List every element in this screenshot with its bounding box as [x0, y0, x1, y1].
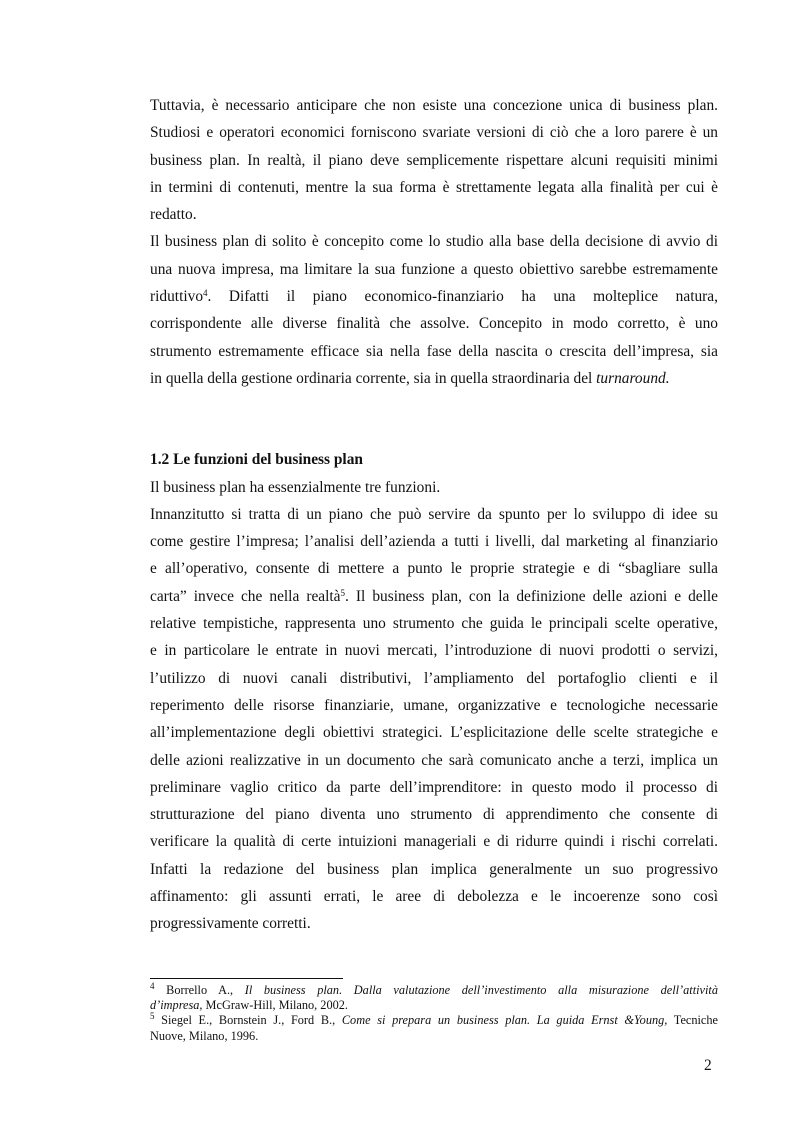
text-line: all’implementazione degli obiettivi strategici. L’esplicitazione delle scelte strategiche e	[150, 724, 718, 742]
text-line: e all’operativo, consente di mettere a punto le proprie strategie e di “sbagliare sulla	[150, 560, 718, 578]
footnotes	[150, 983, 718, 1044]
paragraph-2	[150, 228, 718, 392]
footnote-4	[150, 983, 718, 998]
text-span: riduttivo	[150, 288, 204, 306]
footnote-number: 4	[150, 981, 155, 991]
footnote-author: Borrello A.,	[154, 983, 245, 997]
page-body	[150, 92, 718, 938]
text-span: in quella della gestione ordinaria corrente, sia in quella straordinaria del	[150, 369, 597, 387]
text-line: affinamento: gli assunti errati, le aree di debolezza e le incoerenze sono così	[150, 888, 718, 906]
text-line: Studiosi e operatori economici forniscono svariate versioni di ciò che a loro parere è un	[150, 124, 718, 142]
footnote-publisher: Tecniche	[667, 1013, 718, 1028]
footnote-title: Come si prepara un business plan. La guida Ernst &Young,	[341, 1013, 668, 1028]
section-intro: Il business plan ha essenzialmente tre funzioni.	[150, 478, 441, 496]
text-line: progressivamente corretti.	[150, 915, 311, 933]
footnote-ref-4: 4	[203, 288, 208, 299]
footnote-5-cont: Nuove, Milano, 1996.	[150, 1028, 259, 1043]
text-line	[150, 365, 718, 392]
text-line: come gestire l’impresa; l’analisi dell’azienda a tutti i livelli, dal marketing al finanziario	[150, 533, 718, 551]
footnote-number: 5	[150, 1011, 155, 1022]
text-line: reperimento delle risorse finanziarie, umane, organizzative e tecnologiche necessarie	[150, 696, 718, 714]
text-span: carta” invece che nella realtà	[150, 587, 341, 605]
text-line: l’utilizzo di nuovi canali distributivi, l’ampliamento del portafoglio clienti e il	[150, 669, 718, 687]
italic-term: turnaround.	[596, 369, 670, 387]
paragraph-3	[150, 501, 718, 938]
text-line: delle azioni realizzative in un documento che sarà comunicato anche a terzi, implica un	[150, 751, 718, 769]
text-line: Infatti la redazione del business plan implica generalmente un suo progressivo	[150, 860, 718, 878]
text-line: Innanzitutto si tratta di un piano che può servire da spunto per lo sviluppo di idee su	[150, 505, 718, 523]
text-line: relative tempistiche, rappresenta uno strumento che guida le principali scelte operative,	[150, 615, 718, 633]
text-span: . Difatti il piano economico-finanziario ha una molteplice natura,	[207, 288, 718, 306]
text-line: Tuttavia, è necessario anticipare che non esiste una concezione unica di business plan.	[150, 97, 718, 114]
page-number: 2	[704, 1057, 712, 1074]
text-line: redatto.	[150, 206, 197, 224]
section-gap	[150, 392, 718, 446]
footnote-publisher: McGraw-Hill, Milano, 2002.	[202, 998, 348, 1013]
text-line: Il business plan di solito è concepito come lo studio alla base della decisione di avvio di	[150, 233, 718, 251]
footnote-separator	[150, 978, 343, 979]
text-line: strumento estremamente efficace sia nella fase della nascita o crescita dell’impresa, sia	[150, 342, 718, 360]
text-line: e in particolare le entrate in nuovi mercati, l’introduzione di nuovi prodotti o servizi,	[150, 642, 718, 660]
text-line: business plan. In realtà, il piano deve semplicemente rispettare alcuni requisiti minimi	[150, 151, 718, 169]
text-line: corrispondente alle diverse finalità che assolve. Concepito in modo corretto, è uno	[150, 315, 718, 333]
footnote-5	[150, 1013, 718, 1028]
text-line: preliminare vaglio critico da parte dell’imprenditore: in questo modo il processo di	[150, 778, 718, 796]
section-heading: 1.2 Le funzioni del business plan	[150, 451, 363, 469]
text-line: una nuova impresa, ma limitare la sua funzione a questo obiettivo sarebbe estremamente	[150, 260, 718, 278]
footnote-author: Siegel E., Bornstein J., Ford B.,	[154, 1013, 342, 1028]
footnote-ref-5: 5	[340, 587, 345, 598]
text-line: verificare la qualità di certe intuizioni manageriali e di ridurre quindi i rischi correlati.	[150, 833, 718, 851]
text-line	[150, 283, 718, 310]
text-line: strutturazione del piano diventa uno strumento di apprendimento che consente di	[150, 806, 718, 824]
footnote-title: Il business plan. Dalla valutazione dell’investimento alla misurazione dell’attività	[244, 983, 718, 997]
footnote-title: d’impresa,	[150, 998, 203, 1013]
text-line	[150, 583, 718, 610]
text-span: . Il business plan, con la definizione delle azioni e delle	[345, 587, 718, 605]
paragraph-1	[150, 92, 718, 228]
footnote-4-cont	[150, 998, 718, 1013]
text-line: in termini di contenuti, mentre la sua forma è strettamente legata alla finalità per cui è	[150, 178, 718, 196]
